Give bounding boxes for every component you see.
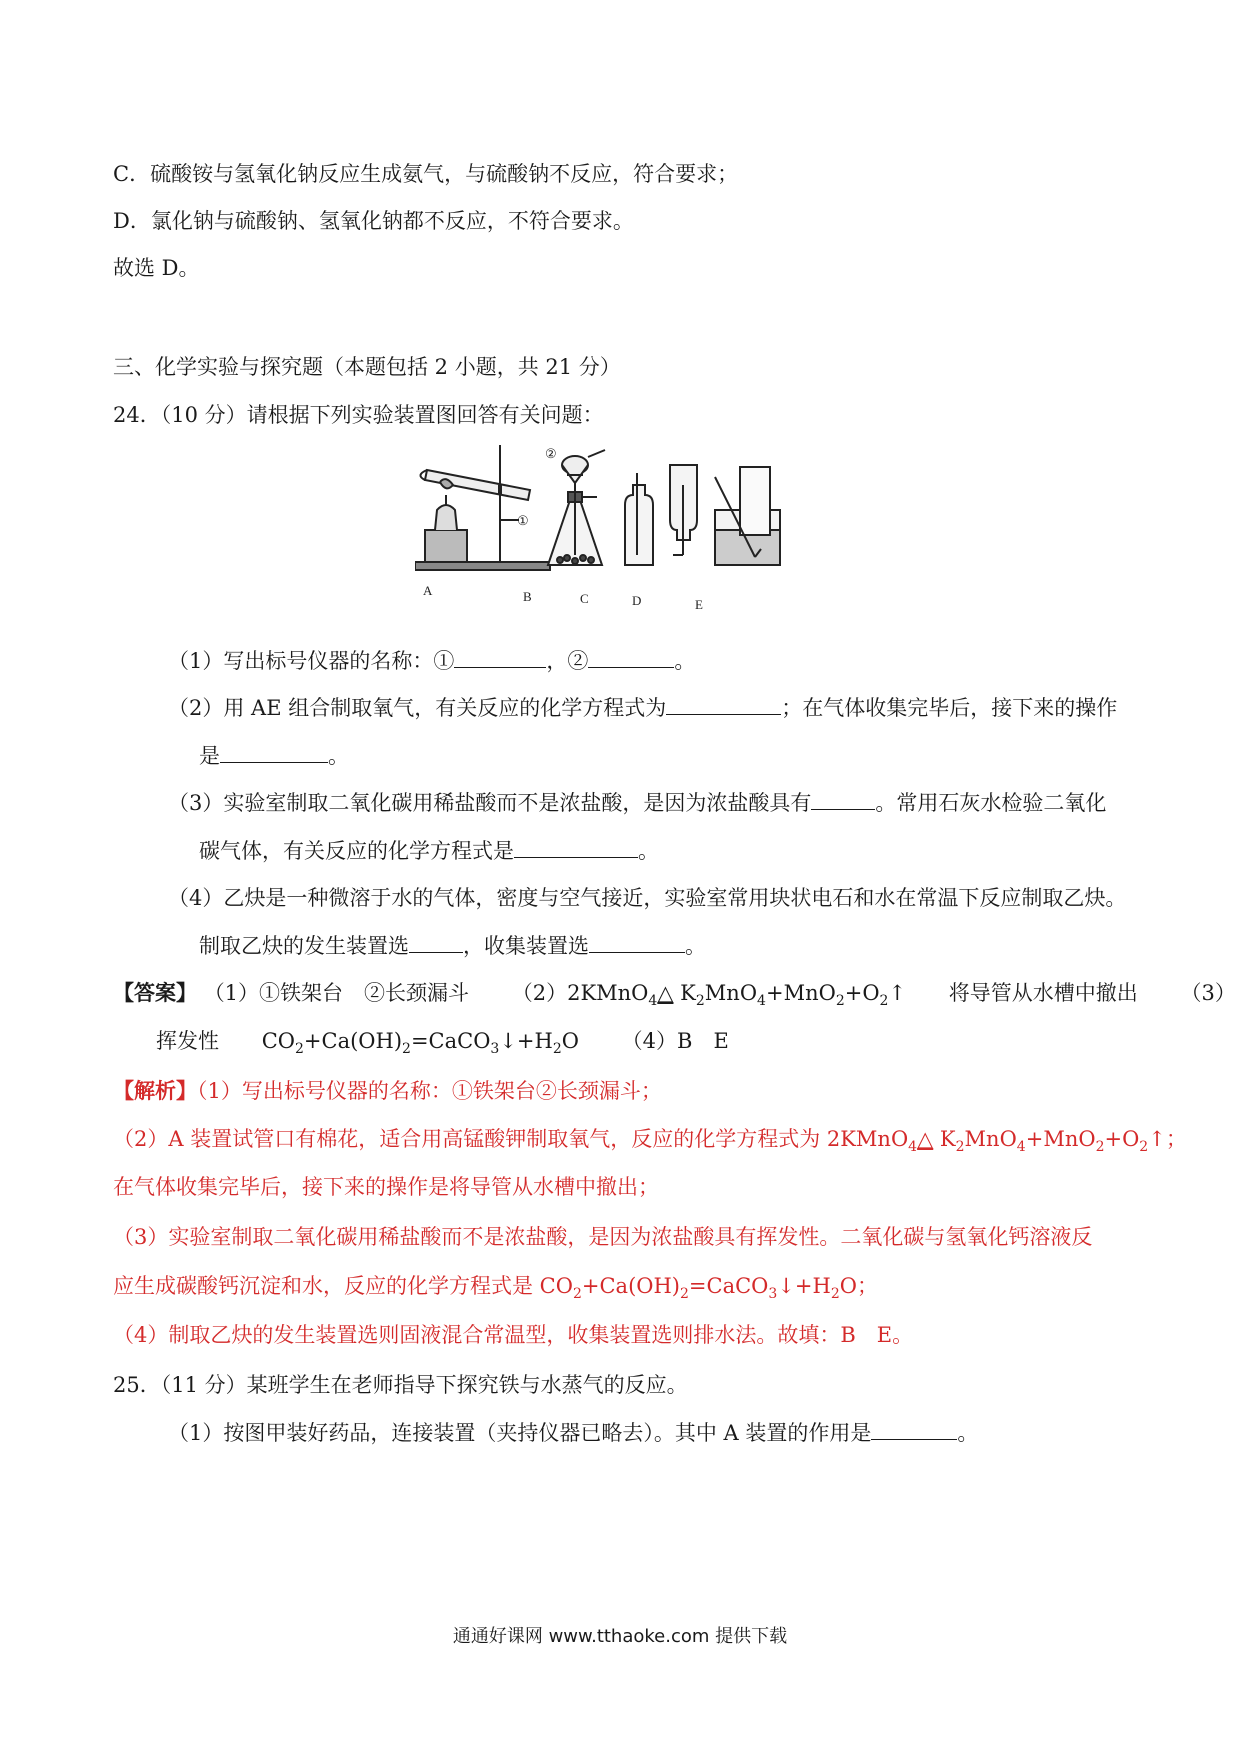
answer-line-1: 【答案】 （1）①铁架台 ②长颈漏斗 （2）2KMnO$_4$△ $K_2MnO_4+MnO_2+O_2↑$ 将导管从水槽中撤出 （3） — [113, 980, 1236, 1010]
apparatus-d — [670, 465, 697, 555]
answer-blank — [514, 837, 638, 858]
answer-line-2: 挥发性 $CO_2+Ca(OH)_2=CaCO_3↓+H_2O$ （4）B E — [156, 1029, 729, 1058]
analysis-label: 【解析】 — [113, 1078, 197, 1103]
answer-blank — [666, 694, 781, 715]
answer-blank — [811, 789, 875, 810]
answer-blank — [871, 1419, 957, 1440]
figure-label-c: C — [580, 591, 589, 606]
analysis-line-3: 在气体收集完毕后，接下来的操作是将导管从水槽中撤出； — [113, 1175, 659, 1199]
figure-marker-1: ① — [517, 513, 529, 528]
apparatus-c — [625, 473, 653, 565]
answer-blank — [454, 647, 546, 668]
question-24-part-4-continued: 制取乙炔的发生装置选 ，收集装置选 。 — [199, 934, 706, 958]
question-24-part-1: （1）写出标号仪器的名称：① ，② 。 — [168, 649, 696, 673]
question-24-part-2: （2）用 AE 组合制取氧气，有关反应的化学方程式为 ；在气体收集完毕后，接下来的操作 — [168, 696, 1118, 720]
apparatus-b — [548, 450, 605, 565]
option-d-explanation: D．氯化钠与硫酸钠、氢氧化钠都不反应，不符合要求。 — [113, 209, 634, 233]
answer-blank — [220, 742, 328, 763]
section-title: 三、化学实验与探究题（本题包括 2 小题，共 21 分） — [113, 355, 621, 379]
option-c-explanation: C．硫酸铵与氢氧化钠反应生成氨气，与硫酸钠不反应，符合要求； — [113, 162, 739, 186]
figure-label-e: E — [695, 597, 703, 612]
question-24-part-3: （3）实验室制取二氧化碳用稀盐酸而不是浓盐酸，是因为浓盐酸具有 。常用石灰水检验二氧化 — [168, 791, 1107, 815]
apparatus-e — [715, 467, 780, 565]
conclusion: 故选 D。 — [113, 256, 200, 280]
figure-label-b: B — [523, 589, 532, 604]
question-24-part-2-continued: 是 。 — [199, 744, 349, 768]
figure-marker-2: ② — [545, 446, 557, 461]
answer-equation-2: $CO_2+Ca(OH)_2=CaCO_3↓+H_2O$ — [261, 1029, 579, 1058]
analysis-line-1: 【解析】（1）写出标号仪器的名称：①铁架台②长颈漏斗； — [113, 1078, 662, 1103]
analysis-line-2: （2）A 装置试管口有棉花，适合用高锰酸钾制取氧气，反应的化学方程式为 2KMnO$_4$△ $K_2MnO_4+MnO_2+O_2↑$； — [113, 1127, 1187, 1156]
answer-blank — [409, 932, 463, 953]
analysis-line-4: （3）实验室制取二氧化碳用稀盐酸而不是浓盐酸，是因为浓盐酸具有挥发性。二氧化碳与氢氧化钙溶液反 — [113, 1225, 1093, 1249]
apparatus-a — [415, 445, 550, 570]
answer-blank — [589, 932, 685, 953]
question-25-part-1: （1）按图甲装好药品，连接装置（夹持仪器已略去）。其中 A 装置的作用是 。 — [168, 1421, 979, 1445]
figure-label-a: A — [423, 583, 433, 598]
answer-label: 【答案】 — [113, 980, 197, 1005]
answer-equation: （2）2KMnO$_4$△ $K_2MnO_4+MnO_2+O_2↑$ — [511, 981, 907, 1010]
apparatus-figure — [415, 445, 825, 625]
analysis-line-6: （4）制取乙炔的发生装置选则固液混合常温型，收集装置选则排水法。故填：B E。 — [113, 1323, 914, 1347]
question-24-part-4: （4）乙炔是一种微溶于水的气体，密度与空气接近，实验室常用块状电石和水在常温下反应制取乙炔。 — [168, 886, 1127, 910]
question-25-stem: 25．（11 分）某班学生在老师指导下探究铁与水蒸气的反应。 — [113, 1373, 688, 1397]
answer-blank — [588, 647, 674, 668]
question-24-stem: 24．（10 分）请根据下列实验装置图回答有关问题： — [113, 403, 604, 427]
analysis-line-5: 应生成碳酸钙沉淀和水，反应的化学方程式是 $CO_2+Ca(OH)_2=CaCO_3↓+H_2O$； — [113, 1274, 878, 1303]
question-24-part-3-continued: 碳气体，有关反应的化学方程式是 。 — [199, 839, 659, 863]
page-footer: 通通好课网 www.tthaoke.com 提供下载 — [452, 1626, 788, 1647]
figure-label-d: D — [632, 593, 642, 608]
